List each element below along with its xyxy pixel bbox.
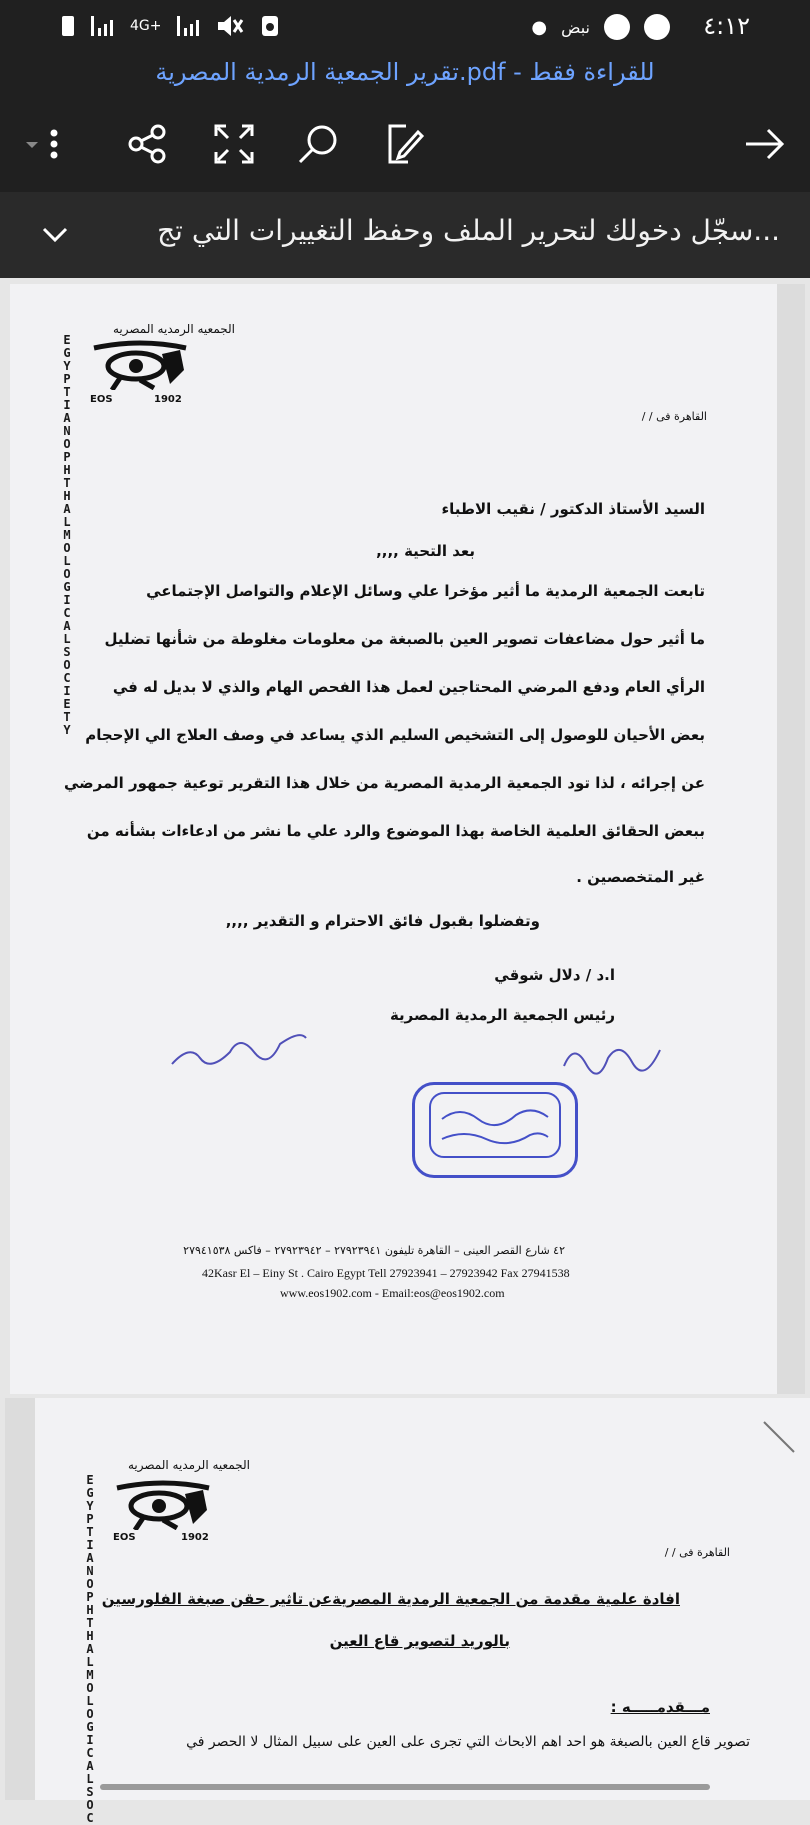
intro-heading: مـــقدمـــــه : — [610, 1698, 710, 1716]
forward-arrow-icon — [742, 122, 786, 166]
chrome-icon — [644, 14, 670, 40]
society-stamp — [412, 1082, 578, 1178]
eye-of-horus-logo-icon — [113, 1480, 213, 1530]
gesture-navigation-bar[interactable] — [0, 1776, 810, 1800]
search-button[interactable] — [296, 122, 340, 166]
body-line: تابعت الجمعية الرمدية ما أثير مؤخرا علي وسائل الإعلام والتواصل الإجتماعي — [146, 582, 705, 600]
dot-icon: ● — [531, 16, 548, 38]
society-name-arabic: الجمعيه الرمديه المصريه — [128, 1458, 250, 1472]
status-right-icons — [531, 14, 670, 40]
signatory-title: رئيس الجمعية الرمدية المصرية — [389, 1006, 615, 1024]
pdf-viewer[interactable] — [0, 278, 810, 1825]
signature-mark-icon — [560, 1036, 670, 1076]
page-scan-edge — [777, 284, 805, 1394]
pdf-page-2 — [5, 1398, 810, 1825]
footer-address-arabic: ٤٢ شارع القصر العينى – القاهرة تليفون ٢٧٩٢٣٩٤١ – ٢٧٩٢٣٩٤٢ – فاكس ٢٧٩٤١٥٣٨ — [183, 1244, 565, 1257]
messenger-icon — [604, 14, 630, 40]
toolbar — [0, 110, 810, 180]
society-name-arabic: الجمعيه الرمديه المصريه — [113, 322, 235, 336]
page-fold-mark-icon — [760, 1418, 800, 1458]
more-options-button[interactable] — [20, 122, 64, 166]
date-line: القاهرة فى / / — [664, 1546, 730, 1559]
document-title: تقرير الجمعية الرمدية المصرية.pdf - للقراءة فقط — [155, 58, 655, 86]
society-logo — [90, 340, 190, 394]
share-button[interactable] — [126, 122, 170, 166]
pdf-page-1 — [10, 284, 805, 1394]
search-icon — [296, 122, 340, 166]
signal-icon — [90, 14, 116, 38]
mute-icon — [216, 14, 244, 38]
signal-icon-2 — [176, 14, 202, 38]
eye-of-horus-logo-icon — [90, 340, 190, 390]
app-top-bar — [0, 0, 810, 278]
signature-mark-icon — [170, 1024, 310, 1074]
body-line: الرأي العام ودفع المرضي المحتاجين لعمل هذا الفحص الهام والذي لا بديل له في — [112, 678, 705, 696]
body-line: ببعض الحقائق العلمية الخاصة بهذا الموضوع والرد علي ما نشر من ادعاءات بشأنه من — [86, 822, 705, 840]
body-line: غير المتخصصين . — [576, 868, 705, 886]
forward-button[interactable] — [742, 122, 786, 166]
sign-in-notice-text: سجّل دخولك لتحرير الملف وحفظ التغييرات التي تج... — [157, 214, 780, 247]
society-name-vertical: EGYPTIAN OPHTHALMOLOGICAL SOCIETY — [63, 333, 71, 737]
edit-button[interactable] — [384, 122, 428, 166]
gesture-handle[interactable] — [100, 1784, 710, 1790]
closing-line: وتفضلوا بقبول فائق الاحترام و التقدير ,,,, — [225, 912, 540, 930]
status-time: ٤:١٢ — [703, 12, 750, 40]
fullscreen-button[interactable] — [212, 122, 256, 166]
expand-notice-button[interactable] — [38, 218, 72, 252]
report-title-line-2: بالوريد لتصوير قاع العين — [329, 1632, 510, 1650]
status-bar — [0, 0, 810, 56]
logo-eos-label: EOS — [90, 394, 113, 405]
fullscreen-icon — [212, 122, 256, 166]
sim-icon — [60, 14, 76, 38]
share-icon — [126, 122, 170, 166]
body-line: عن إجرائه ، لذا تود الجمعية الرمدية المصرية من خلال هذا التقرير توعية جمهور المرضي — [63, 774, 705, 792]
more-vert-icon — [20, 122, 64, 166]
handwritten-signature-right — [560, 1036, 670, 1083]
intro-text: تصوير قاع العين بالصبغة هو احد اهم الابحاث التي تجرى على العين على سبيل المثال لا الحصر في — [186, 1734, 750, 1750]
report-title-line-1: افادة علمية مقدمة من الجمعية الرمدية المصريةعن تاثير حقن صبغة الفلورسين — [101, 1590, 680, 1608]
body-line: بعض الأحيان للوصول إلى التشخيص السليم الذي يساعد في وصف العلاج الي الإحجام — [85, 726, 705, 744]
edit-icon — [384, 122, 428, 166]
logo-eos-label: EOS — [113, 1532, 136, 1543]
footer-website-email: www.eos1902.com - Email:eos@eos1902.com — [280, 1286, 505, 1300]
network-type-badge: 4G+ — [130, 18, 162, 34]
sign-in-notice-bar[interactable] — [0, 192, 810, 278]
addressee-line: السيد الأستاذ الدكتور / نقيب الاطباء — [441, 500, 705, 518]
signatory-name: ا.د / دلال شوقي — [494, 966, 615, 984]
page-scan-edge — [5, 1398, 35, 1800]
logo-year-label: 1902 — [181, 1532, 209, 1543]
chevron-down-icon — [38, 218, 72, 252]
network-label: نبض — [561, 17, 590, 37]
date-line: القاهرة فى / / — [641, 410, 707, 423]
status-left-icons — [60, 14, 282, 38]
handwritten-signature-left — [170, 1024, 310, 1081]
greeting-line: بعد التحية ,,,, — [376, 542, 475, 560]
society-logo — [113, 1480, 213, 1534]
alarm-icon — [258, 14, 282, 38]
stamp-icon — [420, 1085, 570, 1165]
footer-address-english: 42Kasr El – Einy St . Cairo Egypt Tell 27923941 – 27923942 Fax 27941538 — [202, 1266, 570, 1280]
society-name-vertical: EGYPTIAN OPHTHALMOLOGICAL SOC — [86, 1473, 94, 1825]
body-line: ما أثير حول مضاعفات تصوير العين بالصبغة من معلومات مغلوطة من شأنها تضليل — [104, 630, 705, 648]
logo-year-label: 1902 — [154, 394, 182, 405]
